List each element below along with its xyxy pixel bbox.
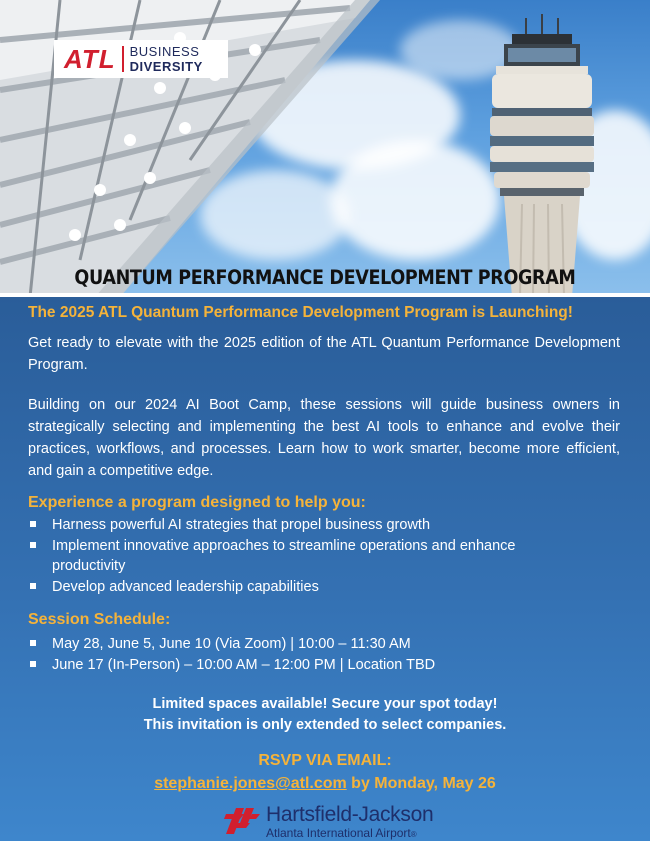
footer-airport-name: Hartsfield-Jackson [266,802,434,826]
schedule-list [28,634,588,675]
registered-mark: ® [410,829,417,839]
list-item-text: Harness powerful AI strategies that propel business growth [52,517,431,533]
schedule-heading: Session Schedule: [28,611,171,628]
experience-list [28,515,588,597]
list-item [28,655,588,676]
list-item-text: May 28, June 5, June 10 (Via Zoom) | 10:00 – 11:30 AM [52,636,411,652]
bullet-square-icon [30,542,36,548]
logo-line-2: DIVERSITY [129,59,203,74]
list-item-text: Implement innovative approaches to streamline operations and enhance productivity [52,537,516,574]
hero-banner [0,0,650,297]
footer-subtitle-text: Atlanta International Airport [266,825,411,840]
hartsfield-jackson-logo [222,803,433,839]
rsvp-email-link[interactable]: stephanie.jones@atl.com [154,775,347,792]
invitation-notice: This invitation is only extended to select companies. [143,717,507,733]
flyer-content [0,297,650,841]
intro-paragraph: Get ready to elevate with the 2025 edition of the ATL Quantum Performance Development Program. [28,335,620,373]
list-item [28,515,588,536]
control-tower-image [472,14,612,297]
atl-business-diversity-logo [54,40,228,78]
rsvp-label: RSVP VIA EMAIL: [258,752,392,769]
bullet-square-icon [30,661,36,667]
logo-line-1: BUSINESS [129,44,200,59]
rsvp-line [0,775,650,793]
bullet-square-icon [30,583,36,589]
hartsfield-jackson-logo-icon [222,806,262,836]
list-item [28,577,588,598]
logo-wordmark [124,45,203,73]
limited-spaces-notice: Limited spaces available! Secure your spot today! [152,696,498,712]
bullet-square-icon [30,521,36,527]
rsvp-deadline: by Monday, May 26 [346,775,496,792]
list-item [28,634,588,655]
list-item-text: Develop advanced leadership capabilities [52,578,319,595]
footer-airport-subtitle [266,827,433,839]
list-item-text: June 17 (In-Person) – 10:00 AM – 12:00 PM | Location TBD [52,656,436,673]
list-item [28,536,588,577]
atl-logo-icon: ATL [64,46,124,72]
experience-heading: Experience a program designed to help you: [28,494,366,511]
bullet-square-icon [30,640,36,646]
launch-headline: The 2025 ATL Quantum Performance Development Program is Launching! [28,304,573,321]
program-banner-title: QUANTUM PERFORMANCE DEVELOPMENT PROGRAM [74,266,576,289]
body-paragraph: Building on our 2024 AI Boot Camp, these sessions will guide business owners in strategically selecting and implementing the best AI tools to enhance and evolve their practices, workflows, and processes. Learn how to work smarter, become more efficient, and gain a competitive edge. [28,397,620,479]
